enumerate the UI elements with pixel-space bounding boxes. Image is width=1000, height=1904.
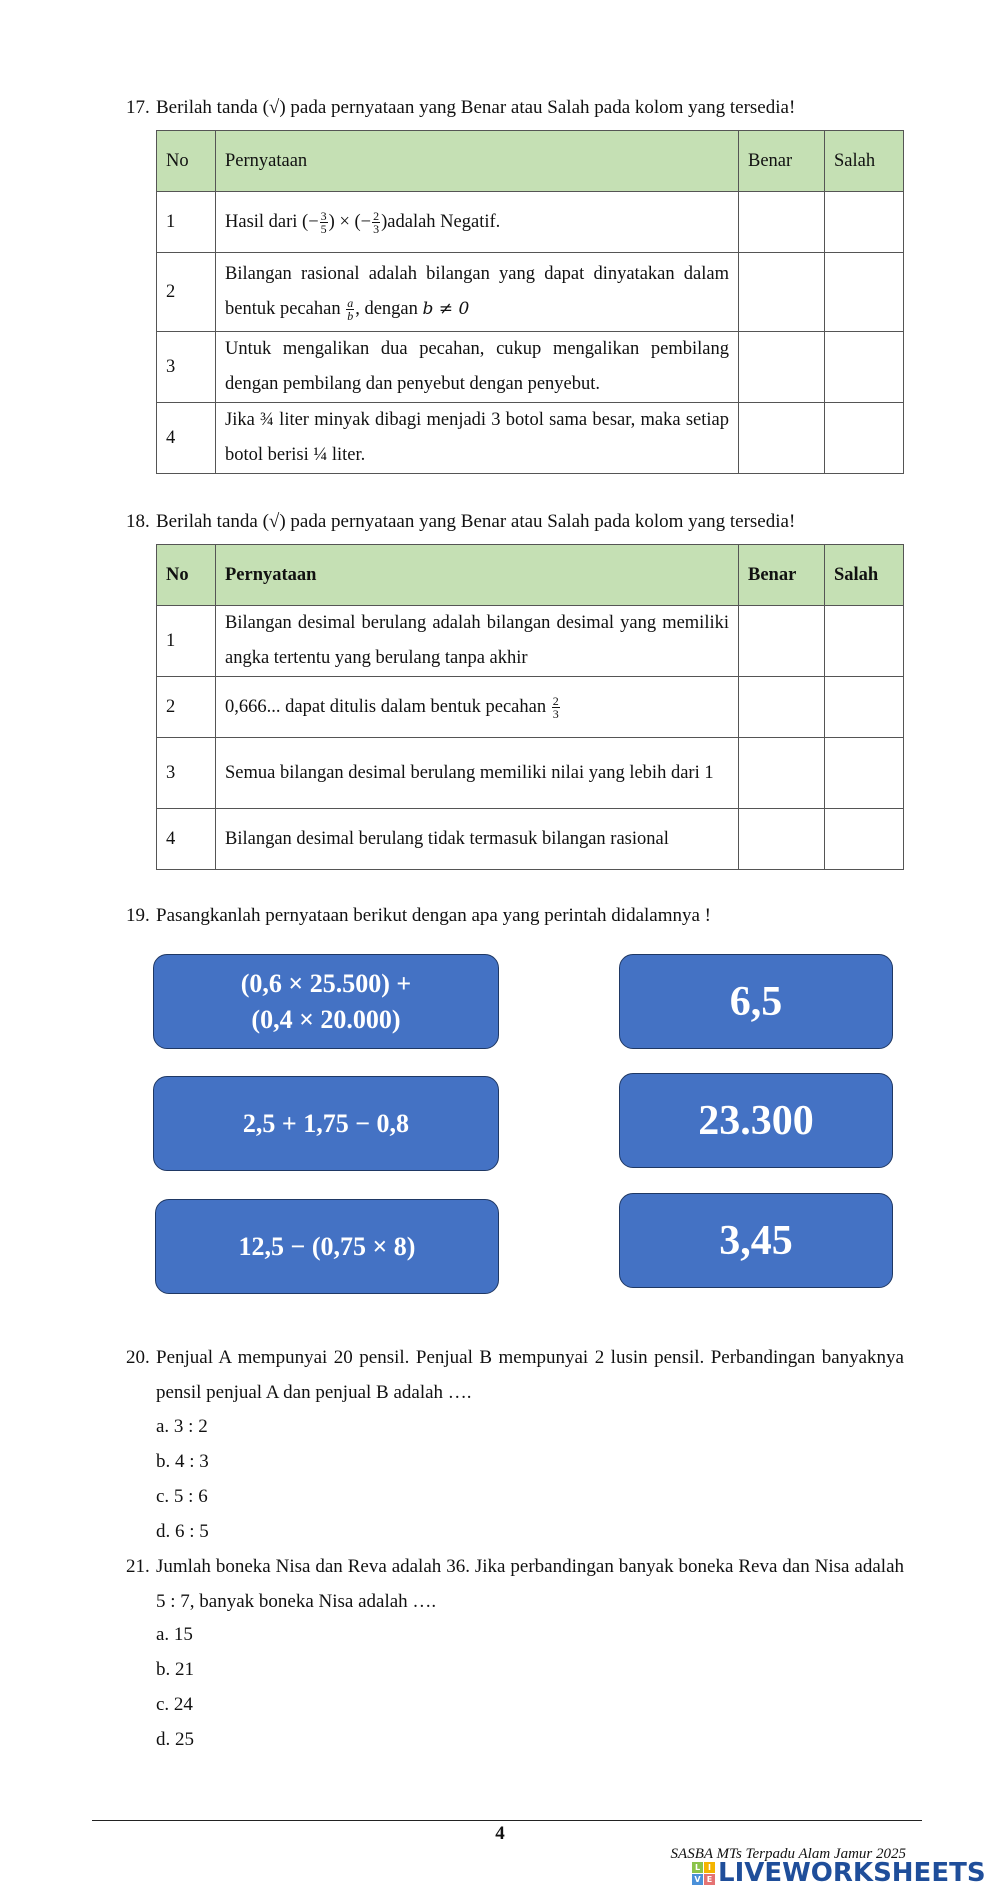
q20-option-b[interactable]: b. 4 : 3 [156, 1451, 209, 1472]
false-checkbox-cell[interactable] [825, 738, 904, 809]
match-right-box-3[interactable]: 3,45 [619, 1193, 893, 1288]
q17-table [156, 130, 904, 474]
q20-option-a[interactable]: a. 3 : 2 [156, 1416, 208, 1437]
row-number: 4 [157, 403, 216, 474]
row-number: 1 [157, 192, 216, 253]
statement: 0,666... dapat ditulis dalam bentuk pecahan $\frac{2}{3}$ [216, 677, 739, 738]
row-number: 4 [157, 809, 216, 870]
q20-number: 20. [126, 1347, 150, 1368]
statement: Bilangan rasional adalah bilangan yang dapat dinyatakan dalam bentuk pecahan $\frac{a}{b}$ , dengan b ≠ 0 [216, 253, 739, 332]
logo-grid-icon: L I V E [692, 1862, 715, 1885]
header-true: Benar [739, 545, 825, 606]
header-false: Salah [825, 545, 904, 606]
header-statement: Pernyataan [216, 545, 739, 606]
statement: Jika ¾ liter minyak dibagi menjadi 3 botol sama besar, maka setiap botol berisi ¼ liter. [216, 403, 739, 474]
q18-instruction: 18. Berilah tanda (√) pada pernyataan yang Benar atau Salah pada kolom yang tersedia! [126, 511, 796, 532]
row-number: 1 [157, 606, 216, 677]
header-statement: Pernyataan [216, 131, 739, 192]
statement: Semua bilangan desimal berulang memiliki nilai yang lebih dari 1 [216, 738, 739, 809]
q18-table [156, 544, 904, 870]
fraction: $\frac{2}{3}$ [552, 693, 559, 721]
row-number: 3 [157, 738, 216, 809]
row-number: 3 [157, 332, 216, 403]
q20-text: Penjual A mempunyai 20 pensil. Penjual B mempunyai 2 lusin pensil. Perbandingan banyaknya pensil penjual A dan penjual B adalah …. [156, 1347, 904, 1403]
q17-instruction: 17. Berilah tanda (√) pada pernyataan yang Benar atau Salah pada kolom yang tersedia! [126, 97, 796, 118]
fraction: $\frac{3}{5}$ [320, 208, 327, 236]
true-checkbox-cell[interactable] [739, 403, 825, 474]
q19-instruction: 19. Pasangkanlah pernyataan berikut dengan apa yang perintah didalamnya ! [126, 905, 712, 926]
fraction: $\frac{2}{3}$ [373, 208, 380, 236]
school-footer: SASBA MTs Terpadu Alam Jamur 2025 [670, 1846, 906, 1862]
false-checkbox-cell[interactable] [825, 809, 904, 870]
table-row [157, 403, 904, 474]
false-checkbox-cell[interactable] [825, 253, 904, 332]
q21-option-b[interactable]: b. 21 [156, 1659, 194, 1680]
q21-option-c[interactable]: c. 24 [156, 1694, 193, 1715]
q20-option-d[interactable]: d. 6 : 5 [156, 1521, 209, 1542]
statement: Untuk mengalikan dua pecahan, cukup mengalikan pembilang dengan pembilang dan penyebut dengan penyebut. [216, 332, 739, 403]
q21-text: Jumlah boneka Nisa dan Reva adalah 36. Jika perbandingan banyak boneka Reva dan Nisa adalah 5 : 7, banyak boneka Nisa adalah …. [156, 1556, 904, 1612]
true-checkbox-cell[interactable] [739, 606, 825, 677]
fraction: $\frac{a}{b}$ [347, 296, 354, 324]
row-number: 2 [157, 677, 216, 738]
brand-name: LIVEWORKSHEETS [718, 1858, 986, 1888]
table-row [157, 332, 904, 403]
footer-divider [92, 1820, 922, 1821]
true-checkbox-cell[interactable] [739, 192, 825, 253]
statement: Hasil dari (− $\frac{3}{5}$ ) × (− $\frac{2}{3}$ )adalah Negatif. [216, 192, 739, 253]
true-checkbox-cell[interactable] [739, 809, 825, 870]
statement: Bilangan desimal berulang tidak termasuk bilangan rasional [216, 809, 739, 870]
table-row [157, 738, 904, 809]
false-checkbox-cell[interactable] [825, 192, 904, 253]
table-row [157, 192, 904, 253]
false-checkbox-cell[interactable] [825, 677, 904, 738]
q21-option-d[interactable]: d. 25 [156, 1729, 194, 1750]
statement: Bilangan desimal berulang adalah bilangan desimal yang memiliki angka tertentu yang berulang tanpa akhir [216, 606, 739, 677]
false-checkbox-cell[interactable] [825, 606, 904, 677]
false-checkbox-cell[interactable] [825, 403, 904, 474]
q20-option-c[interactable]: c. 5 : 6 [156, 1486, 208, 1507]
match-left-box-1[interactable]: (0,6 × 25.500) + (0,4 × 20.000) [153, 954, 499, 1049]
header-no: No [157, 131, 216, 192]
match-right-box-2[interactable]: 23.300 [619, 1073, 893, 1168]
true-checkbox-cell[interactable] [739, 738, 825, 809]
table-header-row [157, 131, 904, 192]
q21-option-a[interactable]: a. 15 [156, 1624, 193, 1645]
match-left-box-3[interactable]: 12,5 − (0,75 × 8) [155, 1199, 499, 1294]
table-row [157, 809, 904, 870]
table-header-row [157, 545, 904, 606]
true-checkbox-cell[interactable] [739, 332, 825, 403]
table-row [157, 253, 904, 332]
header-false: Salah [825, 131, 904, 192]
false-checkbox-cell[interactable] [825, 332, 904, 403]
table-row [157, 606, 904, 677]
header-true: Benar [739, 131, 825, 192]
table-row [157, 677, 904, 738]
match-right-box-1[interactable]: 6,5 [619, 954, 893, 1049]
true-checkbox-cell[interactable] [739, 253, 825, 332]
true-checkbox-cell[interactable] [739, 677, 825, 738]
page-number: 4 [495, 1823, 505, 1844]
row-number: 2 [157, 253, 216, 332]
match-left-box-2[interactable]: 2,5 + 1,75 − 0,8 [153, 1076, 499, 1171]
liveworksheets-logo[interactable] [692, 1858, 986, 1888]
header-no: No [157, 545, 216, 606]
q21-number: 21. [126, 1556, 150, 1577]
